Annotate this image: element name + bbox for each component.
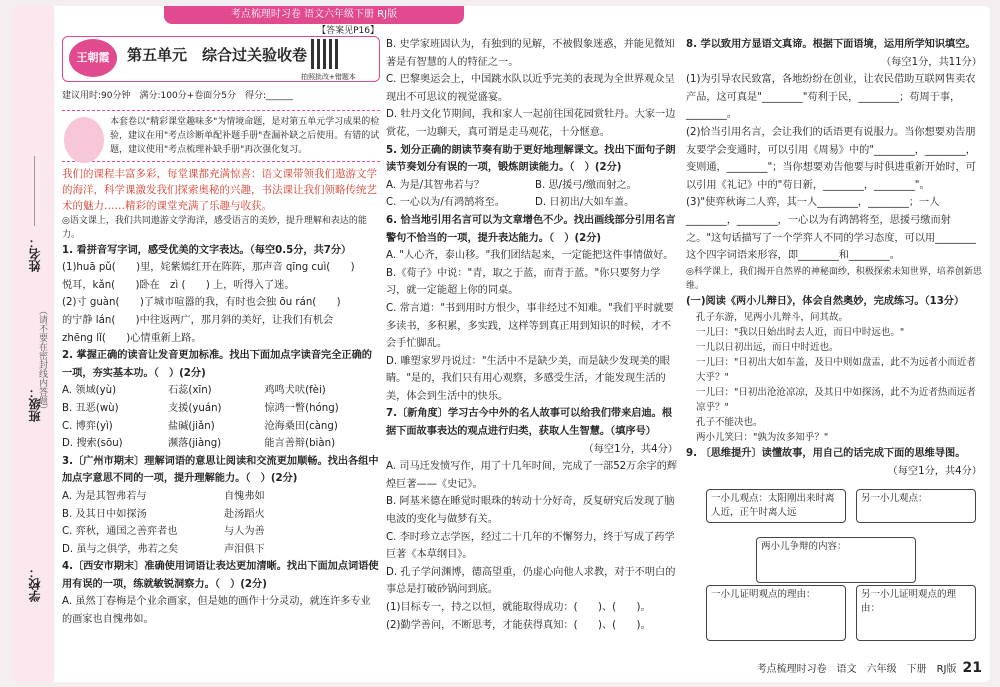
- q4-line: A. 虽然丁春梅是个业余画家，但是她的画作十分灵动，就连许多专业的画家也自愧弗如。: [62, 596, 371, 626]
- page-footer: [757, 660, 982, 676]
- q2-opt: 沧海桑田(càng): [264, 420, 338, 432]
- q4-option-b: B. 史学家班固认为，有独到的见解，不被假象迷惑，并能见微知著是有智慧的人的特征之一。: [386, 39, 675, 68]
- top-banner: 考点梳理时习卷 语文六年级下册 RJ版: [164, 6, 464, 24]
- header-box: [62, 26, 380, 82]
- q1-line: 的宁静 lán( )中往返两广，那月斜的美好，让我们有机会: [62, 314, 334, 326]
- qr-code-icon[interactable]: [311, 39, 341, 69]
- q7-line: B. 阿基米德在睡觉时眼珠的转动十分好奇，反复研究后发现了脑电波的变化与做梦有关。: [386, 496, 675, 526]
- q3-opt: C. 弈秋，通国之善弈者也: [62, 526, 178, 538]
- q3-title: 3.〔广州市期末〕理解词语的意思让阅读和交流更加顺畅。找出各组中加点字意思不同的一项，提升理解能力。（ ）(2分): [62, 455, 379, 485]
- q2-opt: C. 博弈(yì): [62, 420, 113, 432]
- q3-opt: 赴汤蹈火: [224, 508, 265, 520]
- exam-page: [14, 6, 990, 682]
- logo: 王朝霞: [69, 39, 117, 77]
- q3-opt: D. 虽与之俱学，弗若之矣: [62, 543, 179, 555]
- q2-options: [62, 382, 380, 452]
- column-1: [62, 26, 380, 629]
- q5-opt: D. 日初出/大如车盖。: [535, 197, 635, 209]
- q3-opt: 自愧弗如: [224, 490, 265, 502]
- q7-line: (2)勤学善问，不断思考，才能获得真知：( )、( )。: [386, 619, 651, 631]
- footer-label: 考点梳理时习卷 语文 六年级 下册 RJ版: [756, 664, 957, 675]
- q3-opt: 声泪俱下: [224, 543, 265, 555]
- q3-options: [62, 488, 380, 558]
- q3-opt: 与人为善: [224, 526, 265, 538]
- q6-line: B.《荀子》中说："青，取之于蓝，而青于蓝。"你只要努力学习，就一定能超上你的同桌。: [386, 267, 661, 297]
- passage-line: 孔子东游，见两小儿辩斗，问其故。: [696, 312, 849, 324]
- q6-line: A. "人心齐，泰山移。"我们团结起来，一定能把这件事情做好。: [386, 250, 674, 262]
- column-3: [686, 36, 982, 653]
- q5-options: [386, 177, 678, 212]
- q2-opt: 濒落(jiàng): [168, 438, 222, 450]
- answer-ref: 【答案见P16】: [317, 26, 379, 36]
- q3-opt: B. 及其日中如探汤: [62, 508, 147, 520]
- q1-title: 1. 看拼音写字词，感受优美的文字表达。（每空0.5分，共7分）: [62, 244, 352, 256]
- reading-passage: [686, 310, 982, 445]
- q1-line: (1)huā pǔ( )里，姹紫嫣红开在阵阵，那声音 qīng cuì( ): [62, 262, 355, 274]
- mindmap-box-2[interactable]: 另一小儿观点：: [856, 489, 976, 523]
- q4-option-c: C. 巴黎奥运会上，中国跳水队以近乎完美的表现为全世界观众呈现出不可思议的视觉盛宴。: [386, 74, 675, 103]
- passage-line: 孔子不能决也。: [696, 417, 763, 429]
- q5-title: 5. 划分正确的朗读节奏有助于更好地理解课文。找出下面句子朗读节奏划分有误的一项，锻炼朗读能力。（ ）(2分): [386, 144, 676, 174]
- q1-line: (2)寸 guàn( )了城市喧嚣的我，有时也会独 ōu rán( ): [62, 297, 341, 309]
- q2-opt: 惊鸿一瞥(hóng): [264, 402, 339, 414]
- mind-map: [686, 485, 982, 653]
- mindmap-center[interactable]: 两小儿争辩的内容：: [756, 537, 916, 583]
- name-label: 姓名：: [28, 236, 42, 272]
- intro-text: 本套卷以"精彩课堂趣味多"为情境命题，是对第五单元学习成果的检验，建议在用"考点诊断单配补题手册"查漏补缺之后使用。有错的试题，建议使用"考点梳理补缺手册"再次强化复习。: [110, 116, 380, 155]
- q5-opt: C. 一心以为/有鸿鹄将至。: [386, 197, 505, 209]
- q2-opt: D. 搜索(sōu): [62, 438, 123, 450]
- q9-score: （每空1分，共4分）: [887, 465, 982, 477]
- q7-line: D. 孔子学问渊博，德高望重，仍虚心向他人求教，对于不明白的事总是打破砂锅问到底。: [386, 566, 676, 596]
- q7-score: （每空1分，共4分）: [583, 443, 678, 455]
- q7-line: C. 李时珍立志学医，经过二十几年的不懈努力，终于写成了药学巨著《本草纲目》。: [386, 531, 675, 561]
- q8-score: （每空1分，共11分）: [881, 56, 982, 68]
- q5-opt: A. 为是/其智弗若与？: [386, 179, 485, 191]
- unit-title: 第五单元 综合过关验收卷: [127, 46, 308, 64]
- q2-opt: 能言善辩(biàn): [264, 438, 336, 450]
- q2-opt: B. 丑恶(wù): [62, 402, 119, 414]
- passage-line: 一儿曰："日初出大如车盖，及日中则如盘盂，此不为远者小而近者大乎？": [696, 357, 976, 384]
- passage-line: 一儿曰："我以日始出时去人近，而日中时远也。": [696, 327, 905, 339]
- q8-line: (2)恰当引用名言，会让我们的话语更有说服力。当你想要劝告朋友要学会变通时，可以引用《周易》中的"________，________，变则通，________"；当你想要劝告他要与时俱进重新开始时，可以引用《礼记》中的"苟日新，________，________"。: [686, 126, 976, 191]
- column-2: [386, 36, 678, 634]
- q2-title: 2. 掌握正确的读音让发音更加标准。找出下面加点字读音完全正确的一项，夯实基本功。（ ）(2分): [62, 350, 372, 379]
- qr-label: 拍照批改+错题本: [301, 73, 356, 81]
- q2-opt: A. 领域(yù): [62, 385, 117, 397]
- passage-line: 一儿曰："日初出沧沧凉凉，及其日中如探汤，此不为近者热而远者凉乎？": [696, 387, 976, 414]
- q5-opt: B. 思/援弓/缴而射之。: [535, 179, 637, 191]
- seal-warning: （请不要在密封线内答题）: [37, 306, 47, 414]
- class-label: 班级：: [28, 386, 42, 422]
- reading-title: (一)阅读《两小儿辩日》，体会自然奥妙，完成练习。（13分）: [686, 295, 965, 307]
- mindmap-box-4[interactable]: 另一小儿证明观点的理由：: [856, 585, 976, 641]
- q7-line: (1)目标专一，持之以恒，就能取得成功：( )、( )。: [386, 602, 651, 613]
- q8-line: (3)"使弈秋诲二人弈，其一人________，________；一人________，________，一心以为有鸿鹄将至，思援弓缴而射之。"这句话描写了一个学弈人不同的学习态度，可以用________这个四字词语来形容，即________和________。: [686, 197, 976, 262]
- mindmap-box-1: 一小儿观点：太阳刚出来时离人近，正午时离人远: [706, 489, 846, 523]
- teacher-avatar: [64, 117, 104, 163]
- lead-text: 我们的课程丰富多彩，每堂课都充满惊喜：语文课带领我们遨游文学的海洋，科学课激发我们探索奥秘的兴趣，书法课让我们领略传统艺术的魅力……精彩的课堂充满了乐趣与收获。: [62, 167, 377, 212]
- binding-strip: [14, 6, 54, 682]
- q2-opt: 鸡鸣犬吠(fèi): [264, 385, 326, 397]
- q6-line: C. 常言道："书到用时方恨少，事非经过不知难。"我们平时就要多读书，多积累，多实践，这样等到真正用到知识的时候，才不会手忙脚乱。: [386, 302, 674, 350]
- q1-line: 悦耳，kǎn( )卧在 zì ( ) 上，听得入了迷。: [62, 279, 295, 291]
- mindmap-box-3[interactable]: 一小儿证明观点的理由：: [706, 585, 846, 641]
- passage-line: 一儿以日初出远，而日中时近也。: [696, 342, 839, 354]
- page-number: 21: [962, 660, 982, 676]
- q6-line: D. 雕塑家罗丹说过："生活中不是缺少美，而是缺少发现美的眼睛。"是的，我们只有用心观察，多感受生活，才能发现生活的美，体会到生活中的快乐。: [386, 355, 670, 402]
- q6-title: 6. 恰当地引用名言可以为文章增色不少。找出画线部分引用名言警句不恰当的一项，提升表达能力。（ ）(2分): [386, 214, 676, 244]
- lead2-text: ◎语文课上，我们共同遨游文学海洋，感受语言的美妙，提升理解和表达的能力。: [62, 215, 367, 240]
- q9-title: 9. 〔思维提升〕读懂故事，用自己的话完成下面的思维导图。: [686, 448, 966, 460]
- q2-opt: 支援(yuán): [168, 402, 222, 414]
- q8-title: 8. 学以致用方显语文真谛。根据下面语境，运用所学知识填空。: [686, 39, 976, 50]
- q3-opt: A. 为是其智弗若与: [62, 490, 147, 502]
- q2-opt: 石蕊(xīn): [168, 385, 212, 397]
- name-line: [34, 156, 35, 226]
- time-score-line: 建议用时:90分钟 满分:100分+卷面分5分 得分:______: [62, 91, 293, 101]
- intro-block: [62, 110, 380, 162]
- q7-title: 7.〔新角度〕学习古今中外的名人故事可以给我们带来启迪。根据下面故事表达的观点进行归类，获取人生智慧。（填序号）: [386, 408, 673, 438]
- passage-line: 两小儿笑曰："孰为汝多知乎？": [696, 432, 829, 444]
- science-lead: ◎科学课上，我们揭开自然界的神秘面纱，积极探索未知世界，培养创新思维。: [686, 266, 982, 291]
- q7-line: A. 司马迁发愤写作，用了十几年时间，完成了一部52万余字的辉煌巨著——《史记》。: [386, 461, 678, 490]
- q1-line: zhēng lǐ( )心情重新上路。: [62, 332, 202, 344]
- school-label: 学校：: [28, 566, 42, 602]
- q4-option-d: D. 牡丹文化节期间，我和家人一起前往国花园赏牡丹。大家一边赏花，一边聊天，真可谓是走马观花，十分惬意。: [386, 109, 676, 138]
- q8-line: (1)为引导农民致富，各地纷纷在创业，让农民借助互联网售卖农产品，这可真是"________"苟利于民，________；苟周于事，________。: [686, 74, 976, 121]
- q4-title: 4.〔西安市期末〕准确使用词语让表达更加清晰。找出下面加点词语使用有误的一项，练就敏锐洞察力。（ ）(2分): [62, 561, 379, 590]
- q2-opt: 盐碱(jiǎn): [168, 420, 215, 432]
